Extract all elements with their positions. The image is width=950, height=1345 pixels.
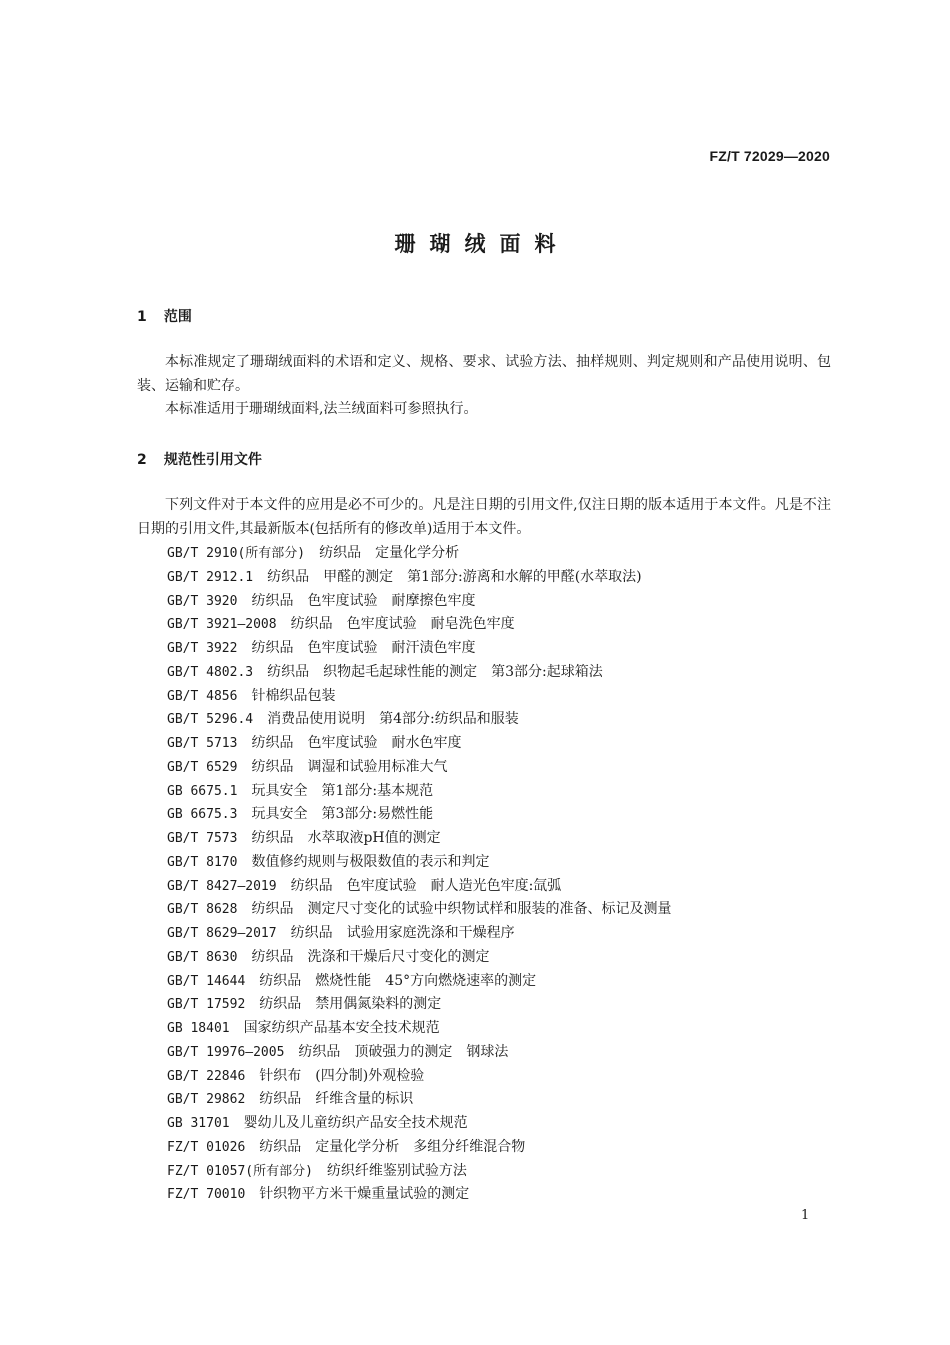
section-1-title: 范围: [163, 309, 192, 325]
reference-code: GB/T 29862: [167, 1092, 246, 1108]
reference-item: [167, 661, 671, 685]
reference-code: GB/T 6529: [167, 759, 238, 775]
reference-code: GB 6675.3: [167, 807, 238, 823]
section-2-intro: 下列文件对于本文件的应用是必不可少的。凡是注日期的引用文件,仅注日期的版本适用于本文件。凡是不注日期的引用文件,其最新版本(包括所有的修改单)适用于本文件。: [137, 497, 831, 537]
reference-code: GB/T 4856: [167, 688, 238, 704]
section-1-number: 1: [137, 309, 147, 325]
reference-title: 针棉织品包装: [251, 687, 336, 704]
section-2-number: 2: [137, 452, 147, 468]
reference-title: 婴幼儿及儿童纺织产品安全技术规范: [243, 1115, 468, 1131]
reference-code: GB/T 7573: [167, 831, 238, 846]
reference-item: [167, 708, 671, 732]
reference-title: 纺织品 色牢度试验 耐皂洗色牢度: [290, 616, 515, 633]
reference-code: GB/T 2910(所有部分): [167, 546, 306, 561]
reference-title: 纺织品 测定尺寸变化的试验中织物试样和服装的准备、标记及测量: [251, 901, 672, 918]
reference-item: [167, 1183, 671, 1207]
reference-code: GB/T 2912.1: [167, 569, 254, 585]
reference-item: [167, 1136, 671, 1160]
reference-title: 针织物平方米干燥重量试验的测定: [259, 1186, 470, 1203]
page-number: 1: [801, 1208, 810, 1223]
reference-code: GB/T 4802.3: [167, 664, 254, 680]
section-1-paragraph-1: 本标准规定了珊瑚绒面料的术语和定义、规格、要求、试验方法、抽样规则、判定规则和产品使用说明、包装、运输和贮存。: [137, 354, 831, 394]
standard-code: FZ/T 72029—2020: [709, 148, 830, 164]
reference-title: 纺织品 织物起毛起球性能的测定 第3部分:起球箱法: [267, 663, 603, 680]
reference-title: 纺织品 禁用偶氮染料的测定: [259, 996, 442, 1013]
reference-title: 纺织品 调湿和试验用标准大气: [251, 758, 448, 775]
reference-code: GB/T 17592: [167, 997, 246, 1013]
reference-item: [167, 851, 671, 875]
reference-list: [167, 542, 671, 1207]
section-1-heading: [137, 306, 192, 326]
reference-title: 纺织品 试验用家庭洗涤和干燥程序: [290, 925, 515, 941]
reference-item: [167, 613, 671, 637]
reference-item: [167, 756, 671, 780]
section-1-paragraph-2: 本标准适用于珊瑚绒面料,法兰绒面料可参照执行。: [165, 401, 478, 417]
reference-title: 纺织品 色牢度试验 耐水色牢度: [251, 735, 462, 751]
reference-title: 纺织品 定量化学分析 多组分纤维混合物: [259, 1138, 526, 1155]
reference-item: [167, 590, 671, 614]
reference-item: [167, 732, 671, 756]
reference-title: 纺织品 定量化学分析: [319, 545, 460, 561]
reference-code: FZ/T 70010: [167, 1187, 246, 1203]
reference-item: [167, 993, 671, 1017]
reference-title: 国家纺织产品基本安全技术规范: [243, 1020, 440, 1036]
reference-code: GB/T 8427—2019: [167, 878, 277, 894]
reference-title: 纺织品 顶破强力的测定 钢球法: [298, 1043, 509, 1060]
reference-code: GB/T 3922: [167, 641, 238, 656]
reference-title: 玩具安全 第3部分:易燃性能: [251, 806, 434, 823]
reference-title: 针织布 (四分制)外观检验: [259, 1067, 425, 1084]
reference-code: GB/T 3920: [167, 593, 238, 609]
reference-code: FZ/T 01057(所有部分): [167, 1163, 313, 1179]
reference-code: GB/T 3921—2008: [167, 617, 277, 633]
reference-title: 纺织品 洗涤和干燥后尺寸变化的测定: [251, 948, 490, 965]
reference-title: 纺织品 水萃取液pH值的测定: [251, 830, 441, 846]
reference-item: [167, 780, 671, 804]
reference-title: 消费品使用说明 第4部分:纺织品和服装: [267, 711, 519, 728]
reference-title: 玩具安全 第1部分:基本规范: [251, 782, 434, 799]
reference-title: 纺织纤维鉴别试验方法: [326, 1162, 467, 1179]
reference-title: 纺织品 甲醛的测定 第1部分:游离和水解的甲醛(水萃取法): [267, 568, 642, 585]
reference-code: GB 18401: [167, 1021, 230, 1036]
section-2-heading: [137, 449, 262, 469]
reference-item: [167, 1041, 671, 1065]
section-2-title: 规范性引用文件: [163, 452, 262, 468]
reference-code: GB/T 8170: [167, 854, 238, 870]
reference-item: [167, 1160, 671, 1184]
reference-title: 纺织品 燃烧性能 45°方向燃烧速率的测定: [259, 972, 537, 989]
reference-item: [167, 685, 671, 709]
reference-item: [167, 898, 671, 922]
reference-item: [167, 922, 671, 946]
reference-title: 纺织品 纤维含量的标识: [259, 1091, 414, 1108]
reference-code: GB 31701: [167, 1116, 230, 1131]
reference-code: GB/T 14644: [167, 973, 246, 989]
reference-item: [167, 542, 671, 566]
reference-code: GB/T 5296.4: [167, 712, 254, 728]
reference-item: [167, 875, 671, 899]
reference-title: 纺织品 色牢度试验 耐人造光色牢度:氙弧: [290, 877, 562, 894]
document-title: 珊瑚绒面料: [394, 232, 570, 256]
reference-code: GB/T 5713: [167, 736, 238, 751]
reference-item: [167, 1017, 671, 1041]
reference-code: FZ/T 01026: [167, 1139, 246, 1155]
reference-item: [167, 1065, 671, 1089]
reference-item: [167, 803, 671, 827]
reference-item: [167, 566, 671, 590]
reference-item: [167, 970, 671, 994]
reference-code: GB 6675.1: [167, 783, 238, 799]
reference-code: GB/T 19976—2005: [167, 1044, 285, 1060]
reference-item: [167, 827, 671, 851]
reference-item: [167, 637, 671, 661]
reference-code: GB/T 8630: [167, 949, 238, 965]
reference-title: 数值修约规则与极限数值的表示和判定: [251, 853, 490, 870]
reference-item: [167, 1112, 671, 1136]
reference-title: 纺织品 色牢度试验 耐汗渍色牢度: [251, 640, 476, 656]
reference-item: [167, 1088, 671, 1112]
reference-code: GB/T 8628: [167, 902, 238, 918]
reference-code: GB/T 22846: [167, 1068, 246, 1084]
reference-item: [167, 946, 671, 970]
reference-code: GB/T 8629—2017: [167, 926, 277, 941]
reference-title: 纺织品 色牢度试验 耐摩擦色牢度: [251, 592, 476, 609]
